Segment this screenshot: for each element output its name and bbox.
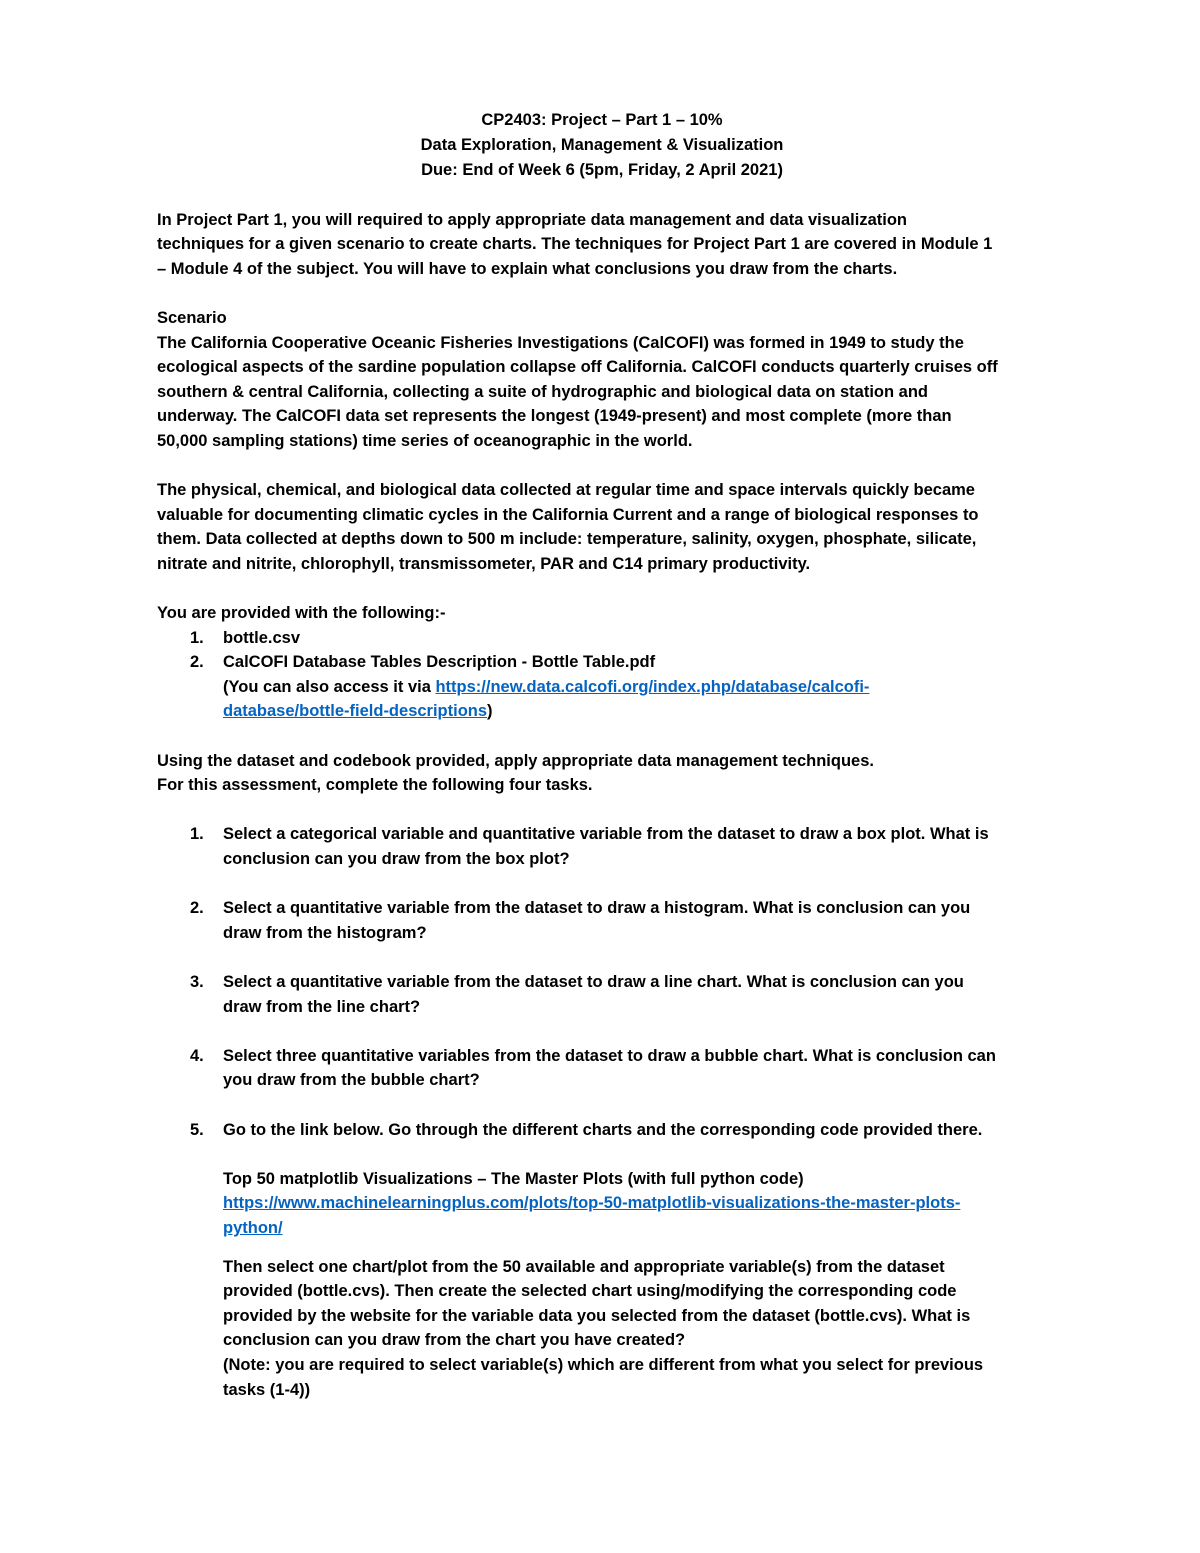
scenario-heading: Scenario bbox=[157, 308, 227, 327]
course-title: CP2403: Project – Part 1 – 10% bbox=[481, 111, 723, 129]
task-item: 3. Select a quantitative variable from the dataset to draw a line chart. What is conclusion can you draw from the line chart? bbox=[190, 973, 964, 1016]
calcofi-link[interactable]: https://new.data.calcofi.org/index.php/database/calcofi- bbox=[435, 677, 870, 696]
calcofi-link-continued[interactable]: database/bottle-field-descriptions bbox=[223, 702, 488, 721]
assignment-title: Data Exploration, Management & Visualization bbox=[420, 136, 784, 154]
matplotlib-link[interactable]: https://www.machinelearningplus.com/plots/top-50-matplotlib-visualizations-the-master-plots- bbox=[223, 1194, 961, 1213]
list-item: 1. bottle.csv bbox=[190, 628, 301, 647]
task-item: 1. Select a categorical variable and quantitative variable from the dataset to draw a box plot. What is conclusion can you draw from the box plot? bbox=[190, 825, 989, 869]
task-list bbox=[157, 822, 1047, 1402]
reference-title: Top 50 matplotlib Visualizations – The Master Plots (with full python code) bbox=[223, 1169, 804, 1188]
task-item: 5. Go to the link below. Go through the different charts and the corresponding code provided there. Top 50 matplotlib Visualizations – The Master Plots (with full python code) https://www.machinelearningplus.com/plots/top-50-matplotlib-visualizations-the-master-plots- python/ Then select one chart/plot from the 50 available and appropriate variable(s) from the dataset provided (bottle.cvs). Then create the selected chart using/modifying the corresponding code provided by the website for the variable data you selected from the dataset (bottle.cvs). What is conclusion can you draw from the chart you have created? (Note: you are required to select variable(s) which are different from what you select for previous tasks (1-4)) bbox=[157, 1118, 1047, 1403]
scenario-section: Scenario The California Cooperative Oceanic Fisheries Investigations (CalCOFI) was formed in 1949 to study the ecological aspects of the sardine population collapse off California. CalCOFI conducts quarterly cruises off southern & central California, collecting a suite of hydrographic and biological data on station and underway. The CalCOFI data set represents the longest (1949-present) and most complete (more than 50,000 sampling stations) time series of oceanographic in the world. The physical, chemical, and biological data collected at regular time and space intervals quickly became valuable for documenting climatic cycles in the California Current and a range of biological responses to them. Data collected at depths down to 500 m include: temperature, salinity, oxygen, phosphate, silicate, nitrate and nitrite, chlorophyll, transmissometer, PAR and C14 primary productivity. bbox=[157, 306, 1047, 577]
instructions: Using the dataset and codebook provided, apply appropriate data management techniques. For this assessment, complete the following four tasks. bbox=[157, 751, 874, 795]
task-item: 2. Select a quantitative variable from the dataset to draw a histogram. What is conclusion can you draw from the histogram? bbox=[190, 899, 971, 942]
matplotlib-link-continued[interactable]: python/ bbox=[223, 1218, 283, 1237]
list-item: 2. CalCOFI Database Tables Description - Bottle Table.pdf bbox=[190, 653, 656, 672]
document-content bbox=[157, 108, 1047, 1402]
task-item: 4. Select three quantitative variables from the dataset to draw a bubble chart. What is conclusion can you draw from the bubble chart? bbox=[190, 1046, 996, 1090]
provided-heading: You are provided with the following:- bbox=[157, 604, 446, 623]
provided-section: You are provided with the following:- 1. bottle.csv 2. CalCOFI Database Tables Description - Bottle Table.pdf (You can also access it via https://new.data.calcofi.org/index.php/database/calcofi- database/bottle-field-descriptions) bbox=[157, 601, 1047, 724]
intro-paragraph: In Project Part 1, you will required to apply appropriate data management and data visualization techniques for a given scenario to create charts. The techniques for Project Part 1 are covered in Module 1 – Module 4 of the subject. You will have to explain what conclusions you draw from the charts. bbox=[157, 210, 993, 278]
document-header bbox=[157, 108, 1047, 183]
due-date: Due: End of Week 6 (5pm, Friday, 2 April 2021) bbox=[421, 161, 783, 179]
